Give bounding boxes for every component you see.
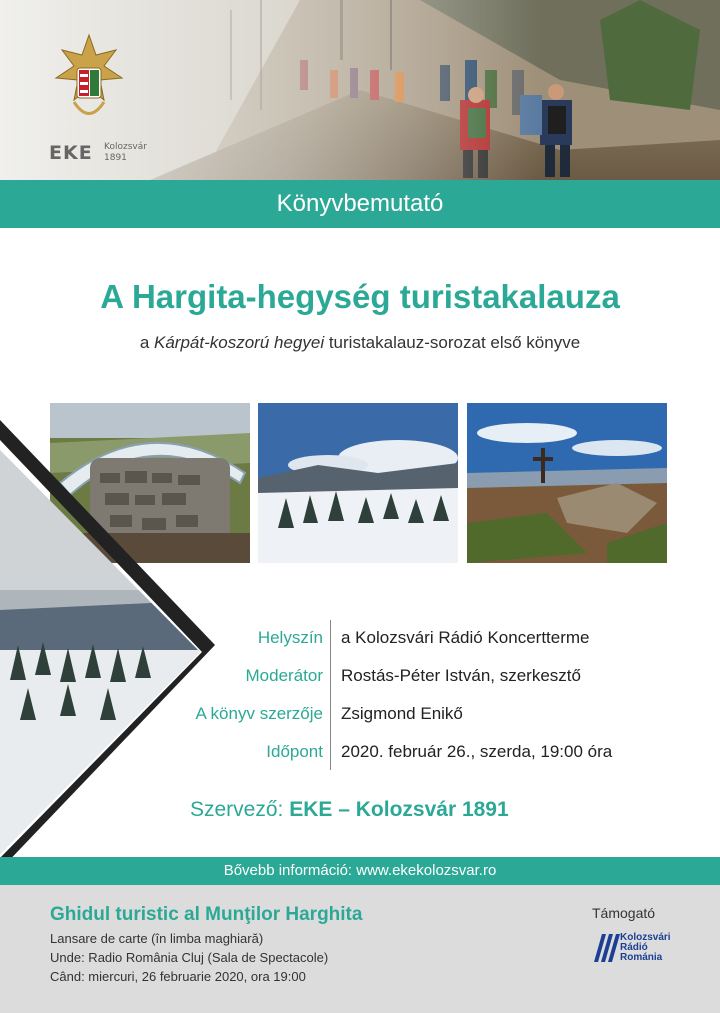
subtitle-prefix: a <box>139 333 155 352</box>
logo-eke-text: EKE <box>49 142 93 164</box>
detail-label: Helyszín <box>257 628 323 647</box>
detail-value: a Kolozsvári Rádió Koncertterme <box>341 628 590 647</box>
subtitle-suffix: turistakalauz-sorozat első könyve <box>324 333 581 352</box>
snowy-forest-image <box>258 403 458 563</box>
organizer-line <box>190 798 509 822</box>
detail-label: A könyv szerzője <box>195 704 323 723</box>
logo-city: Kolozsvár <box>104 142 147 152</box>
event-type-banner: Könyvbemutató <box>0 180 720 228</box>
organizer-label: Szervező: <box>190 798 290 821</box>
detail-row-date <box>0 736 720 774</box>
detail-row-moderator <box>0 660 720 698</box>
detail-value: 2020. február 26., szerda, 19:00 óra <box>341 742 613 761</box>
detail-label: Időpont <box>266 742 323 761</box>
footer-line-where: Unde: Radio România Cluj (Sala de Spectacole) <box>50 950 329 965</box>
book-subtitle <box>0 333 720 353</box>
logo-year: 1891 <box>104 153 127 163</box>
book-title: A Hargita-hegység turistakalauza <box>100 278 620 315</box>
footer-line-launch: Lansare de carte (în limba maghiară) <box>50 931 264 946</box>
radio-line2: Rádió <box>620 942 648 953</box>
hero-photo <box>0 0 720 180</box>
radio-logo-icon <box>592 932 620 964</box>
photo-cross-summit <box>467 403 667 563</box>
detail-row-location <box>0 622 720 660</box>
detail-row-author <box>0 698 720 736</box>
photo-snowy-forest <box>258 403 458 563</box>
footer-line-when: Când: miercuri, 26 februarie 2020, ora 19:00 <box>50 969 306 984</box>
radio-line1: Kolozsvári <box>620 932 671 943</box>
detail-label: Moderátor <box>245 666 323 685</box>
logo-subtitle <box>104 142 147 164</box>
sponsor-label: Támogató <box>592 905 656 921</box>
series-name: Kárpát-koszorú hegyei <box>154 333 325 352</box>
footer-title: Ghidul turistic al Munţilor Harghita <box>50 904 363 925</box>
summit-cross-image <box>467 403 667 563</box>
organizer-name: EKE – Kolozsvár 1891 <box>289 798 509 821</box>
more-info-banner: Bővebb információ: www.ekekolozsvar.ro <box>0 857 720 885</box>
detail-value: Zsigmond Enikő <box>341 704 463 723</box>
radio-line3: Románia <box>620 952 663 963</box>
edelweiss-emblem-icon <box>44 30 134 135</box>
radio-logo-text <box>620 933 671 963</box>
detail-value: Rostás-Péter István, szerkesztő <box>341 666 581 685</box>
